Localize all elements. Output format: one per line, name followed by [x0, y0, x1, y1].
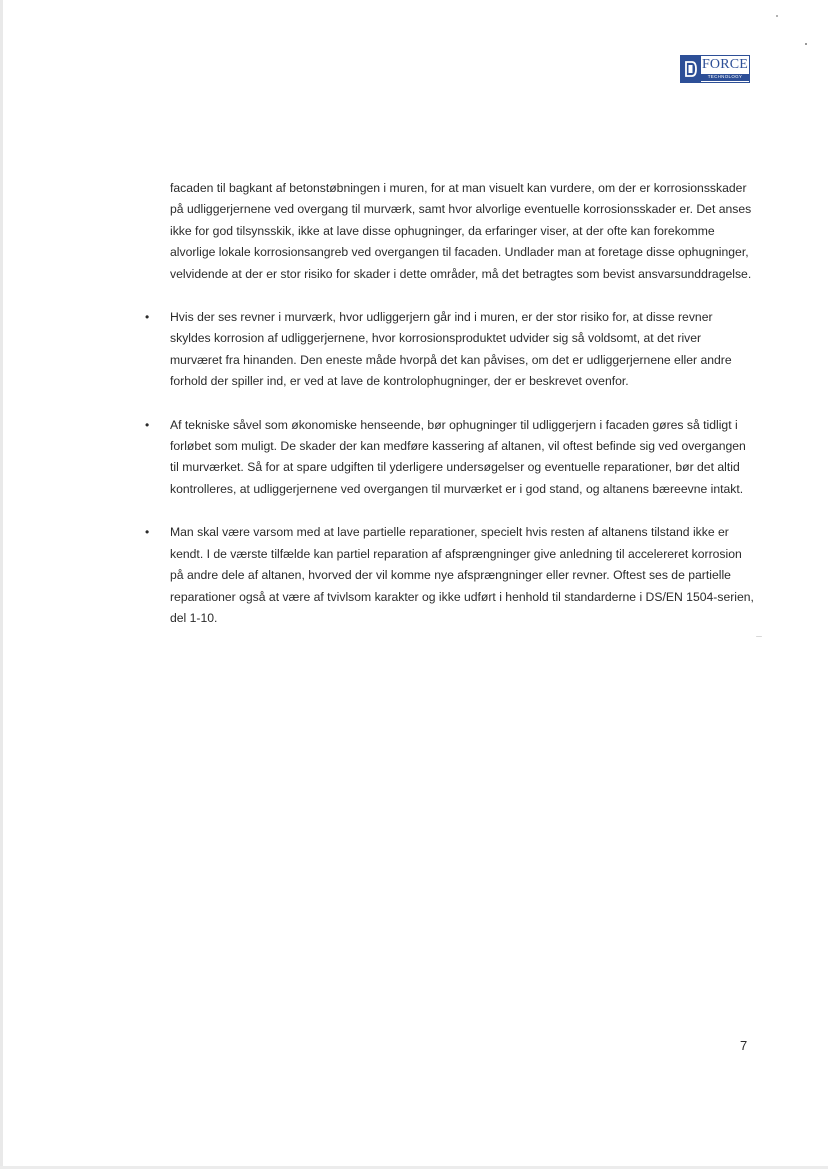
force-technology-logo [680, 55, 750, 83]
logo-subtitle: TECHNOLOGY [701, 74, 749, 81]
bullet-item [145, 415, 755, 501]
bullet-text: Man skal være varsom med at lave partielle reparationer, specielt hvis resten af altanens tilstand ikke er kendt. I de værste tilfælde kan partiel reparation af afsprængninger give anledning til accelereret korrosion på andre dele af altanen, hvorved der vil komme nye afsprængninger eller revner. Oftest ses de partielle reparationer også at være af tvivlsom karakter og ikke udført i henhold til standarderne i DS/EN 1504-serien, del 1-10. [170, 525, 754, 625]
logo-wordmark: FORCE [701, 57, 749, 73]
bullet-marker: • [145, 417, 150, 432]
scan-speck [776, 15, 778, 17]
page-number: 7 [740, 1038, 748, 1053]
paragraph-continued: facaden til bagkant af betonstøbningen i muren, for at man visuelt kan vurdere, om der er korrosionsskader på udliggerjernene ved overgang til murværk, samt hvor alvorlige eventuelle korrosionsskader er. Det anses ikke for god tilsynsskik, ikke at lave disse ophugninger, da erfaringer viser, at der ofte kan forekomme alvorlige lokale korrosionsangreb ved overgangen til facaden. Undlader man at foretage disse ophugninger, velvidende at der er stor risiko for skader i dette områder, må det betragtes som bevist ansvarsunddragelse. [170, 181, 752, 281]
force-logo-mark-icon [681, 56, 701, 82]
scan-speck [805, 43, 807, 45]
scan-left-edge [0, 0, 3, 1169]
bullet-text: Af tekniske såvel som økonomiske henseende, bør ophugninger til udliggerjern i facaden gøres så tidligt i forløbet som muligt. De skader der kan medføre kassering af altanen, vil oftest befinde sig ved overgangen til murværket. Så for at spare udgiften til yderligere undersøgelser og eventuelle reparationer, bør det altid kontrolleres, at udliggerjernene ved overgangen til murværket er i god stand, og altanens bæreevne intakt. [170, 417, 746, 496]
bullet-item [145, 307, 755, 393]
bullet-marker: • [145, 310, 150, 325]
scan-speck [756, 636, 762, 637]
bullet-text: Hvis der ses revner i murværk, hvor udliggerjern går ind i muren, er der stor risiko for, at disse revner skyldes korrosion af udliggerjernene, hvor korrosionsproduktet udvider sig så voldsomt, at det river murværet fra hinanden. Den eneste måde hvorpå det kan påvises, om det er udliggerjernene eller andre forhold der spiller ind, er ved at lave de kontrolophugninger, der er beskrevet ovenfor. [170, 310, 732, 389]
document-body [145, 178, 755, 629]
bullet-marker: • [145, 525, 150, 540]
bullet-item [145, 522, 755, 629]
